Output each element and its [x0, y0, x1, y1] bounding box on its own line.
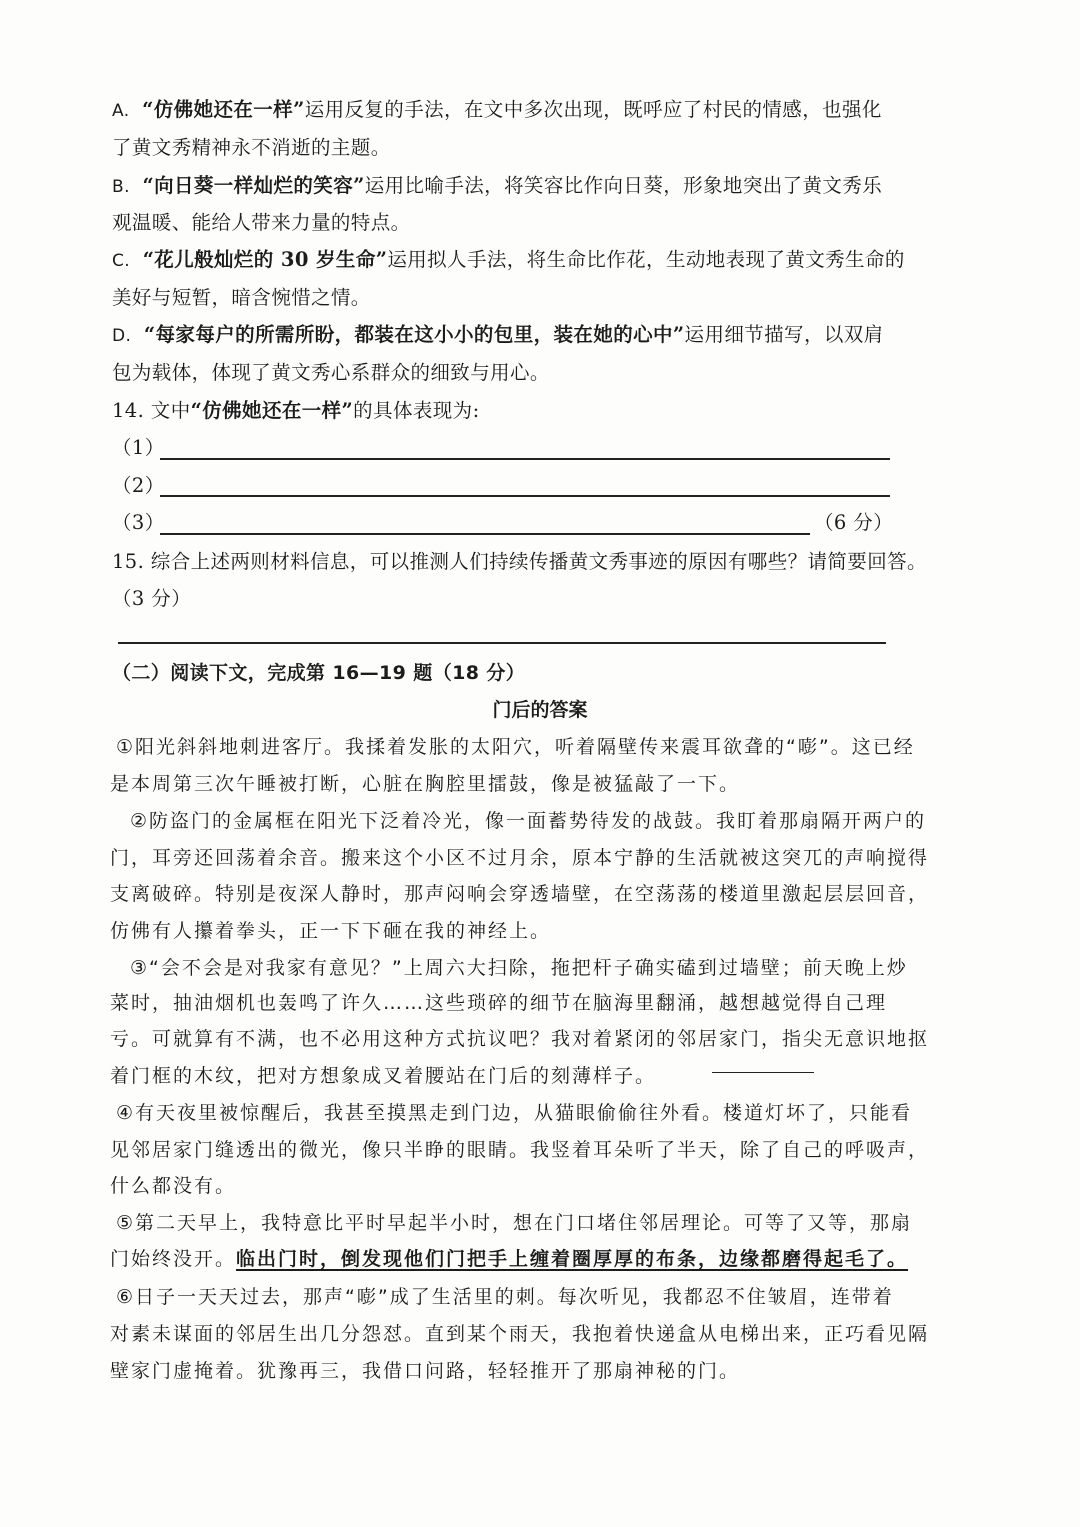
option-d-label: D. [112, 326, 132, 346]
p3-line4: 着门框的木纹，把对方想象成叉着腰站在门后的刻薄样子。 [110, 1065, 657, 1087]
option-a-label: A. [112, 101, 130, 121]
option-d-line2: 包为载体，体现了黄文秀心系群众的细致与用心。 [112, 361, 550, 384]
p6-line1: ⑥日子一天天过去，那声“嘭”成了生活里的刺。每次听见，我都忍不住皱眉，连带着 [116, 1286, 894, 1308]
option-a-text1: 运用反复的手法，在文中多次出现，既呼应了村民的情感，也强化 [304, 98, 882, 121]
option-c-label: C. [112, 251, 131, 271]
option-d-text1: 运用细节描写，以双肩 [684, 323, 884, 346]
q15-answer-line[interactable] [118, 642, 886, 644]
p6-line2: 对素未谋面的邻居生出几分怨怼。直到某个雨天，我抱着快递盒从电梯出来，正巧看见隔 [110, 1323, 930, 1345]
q14-suffix: 的具体表现为: [353, 399, 480, 422]
q14-answer-line-3[interactable] [160, 533, 810, 535]
p2-line3: 支离破碎。特别是夜深人静时，那声闷响会穿透墙壁，在空荡荡的楼道里激起层层回音， [110, 883, 930, 905]
option-b-line2: 观温暖、能给人带来力量的特点。 [112, 211, 411, 234]
p4-line2: 见邻居家门缝透出的微光，像只半睁的眼睛。我竖着耳朵听了半天，除了自己的呼吸声， [110, 1139, 930, 1161]
option-c-text1: 运用拟人手法，将生命比作花，生动地表现了黄文秀生命的 [387, 248, 905, 271]
option-b-quote: “向日葵一样灿烂的笑容” [142, 174, 365, 197]
question-15: 15. 综合上述两则材料信息，可以推测人们持续传播黄文秀事迹的原因有哪些？请简要回答。 [112, 550, 927, 573]
p1-line1: ①阳光斜斜地刺进客厅。我揉着发胀的太阳穴，听着隔壁传来震耳欲聋的“嘭”。这已经 [116, 736, 915, 758]
section-2-heading: （二）阅读下文，完成第 16—19 题（18 分） [112, 662, 526, 684]
p2-line2: 门，耳旁还回荡着余音。搬来这个小区不过月余，原本宁静的生活就被这突兀的声响搅得 [110, 847, 930, 869]
option-a-line1 [112, 97, 912, 124]
article-title: 门后的答案 [492, 699, 588, 721]
p2-line4: 仿佛有人攥着拳头，正一下下砸在我的神经上。 [110, 920, 552, 942]
option-b-line1 [112, 173, 912, 200]
q14-blank-2-label: （2） [112, 474, 165, 497]
q14-answer-line-1[interactable] [160, 458, 890, 460]
option-d-line1 [112, 322, 912, 349]
p3-line3: 亏。可就算有不满，也不必用这种方式抗议吧？我对着紧闭的邻居家门，指尖无意识地抠 [110, 1028, 930, 1050]
q14-answer-line-2[interactable] [160, 495, 890, 497]
q14-blank-3-label: （3） [112, 511, 165, 534]
option-a-line2: 了黄文秀精神永不消逝的主题。 [112, 136, 391, 159]
option-d-quote: “每家每户的所需所盼，都装在这小小的包里，装在她的心中” [143, 323, 685, 346]
q14-score: （6 分） [814, 511, 894, 534]
p4-line3: 什么都没有。 [110, 1175, 237, 1197]
option-c-line1 [112, 247, 912, 274]
p3-line2: 菜时，抽油烟机也轰鸣了许久……这些琐碎的细节在脑海里翻涌，越想越觉得自己理 [110, 992, 888, 1014]
option-b-text1: 运用比喻手法，将笑容比作向日葵，形象地突出了黄文秀乐 [364, 174, 883, 197]
p4-line1: ④有天夜里被惊醒后，我甚至摸黑走到门边，从猫眼偷偷往外看。楼道灯坏了，只能看 [116, 1102, 913, 1124]
p5-line2 [110, 1246, 909, 1272]
option-a-quote: “仿佛她还在一样” [142, 98, 305, 121]
p1-line2: 是本周第三次午睡被打断，心脏在胸腔里擂鼓，像是被猛敲了一下。 [110, 773, 741, 795]
q14-blank-1-label: （1） [112, 436, 165, 459]
p5-line1: ⑤第二天早上，我特意比平时早起半小时，想在门口堵住邻居理论。可等了又等，那扇 [116, 1212, 913, 1234]
p5-plain-text: 门始终没开。 [110, 1248, 237, 1270]
q15-score: （3 分） [112, 587, 192, 610]
option-c-quote: “花儿般灿烂的 30 岁生命” [142, 248, 388, 271]
p3-line1: ③“会不会是对我家有意见？”上周六大扫除，拖把杆子确实磕到过墙壁；前天晚上炒 [130, 957, 908, 979]
margin-mark-line [712, 1072, 814, 1073]
p2-line1: ②防盗门的金属框在阳光下泛着冷光，像一面蓄势待发的战鼓。我盯着那扇隔开两户的 [130, 810, 927, 832]
q14-quote: “仿佛她还在一样” [190, 399, 354, 422]
option-c-line2: 美好与短暂，暗含惋惜之情。 [112, 286, 371, 309]
q14-prefix: 14. 文中 [112, 399, 191, 422]
option-b-label: B. [112, 177, 130, 197]
p5-underlined-sentence: 临出门时，倒发现他们门把手上缠着圈厚厚的布条，边缘都磨得起毛了。 [236, 1248, 909, 1270]
question-14 [112, 398, 912, 424]
p6-line3: 壁家门虚掩着。犹豫再三，我借口问路，轻轻推开了那扇神秘的门。 [110, 1360, 741, 1382]
